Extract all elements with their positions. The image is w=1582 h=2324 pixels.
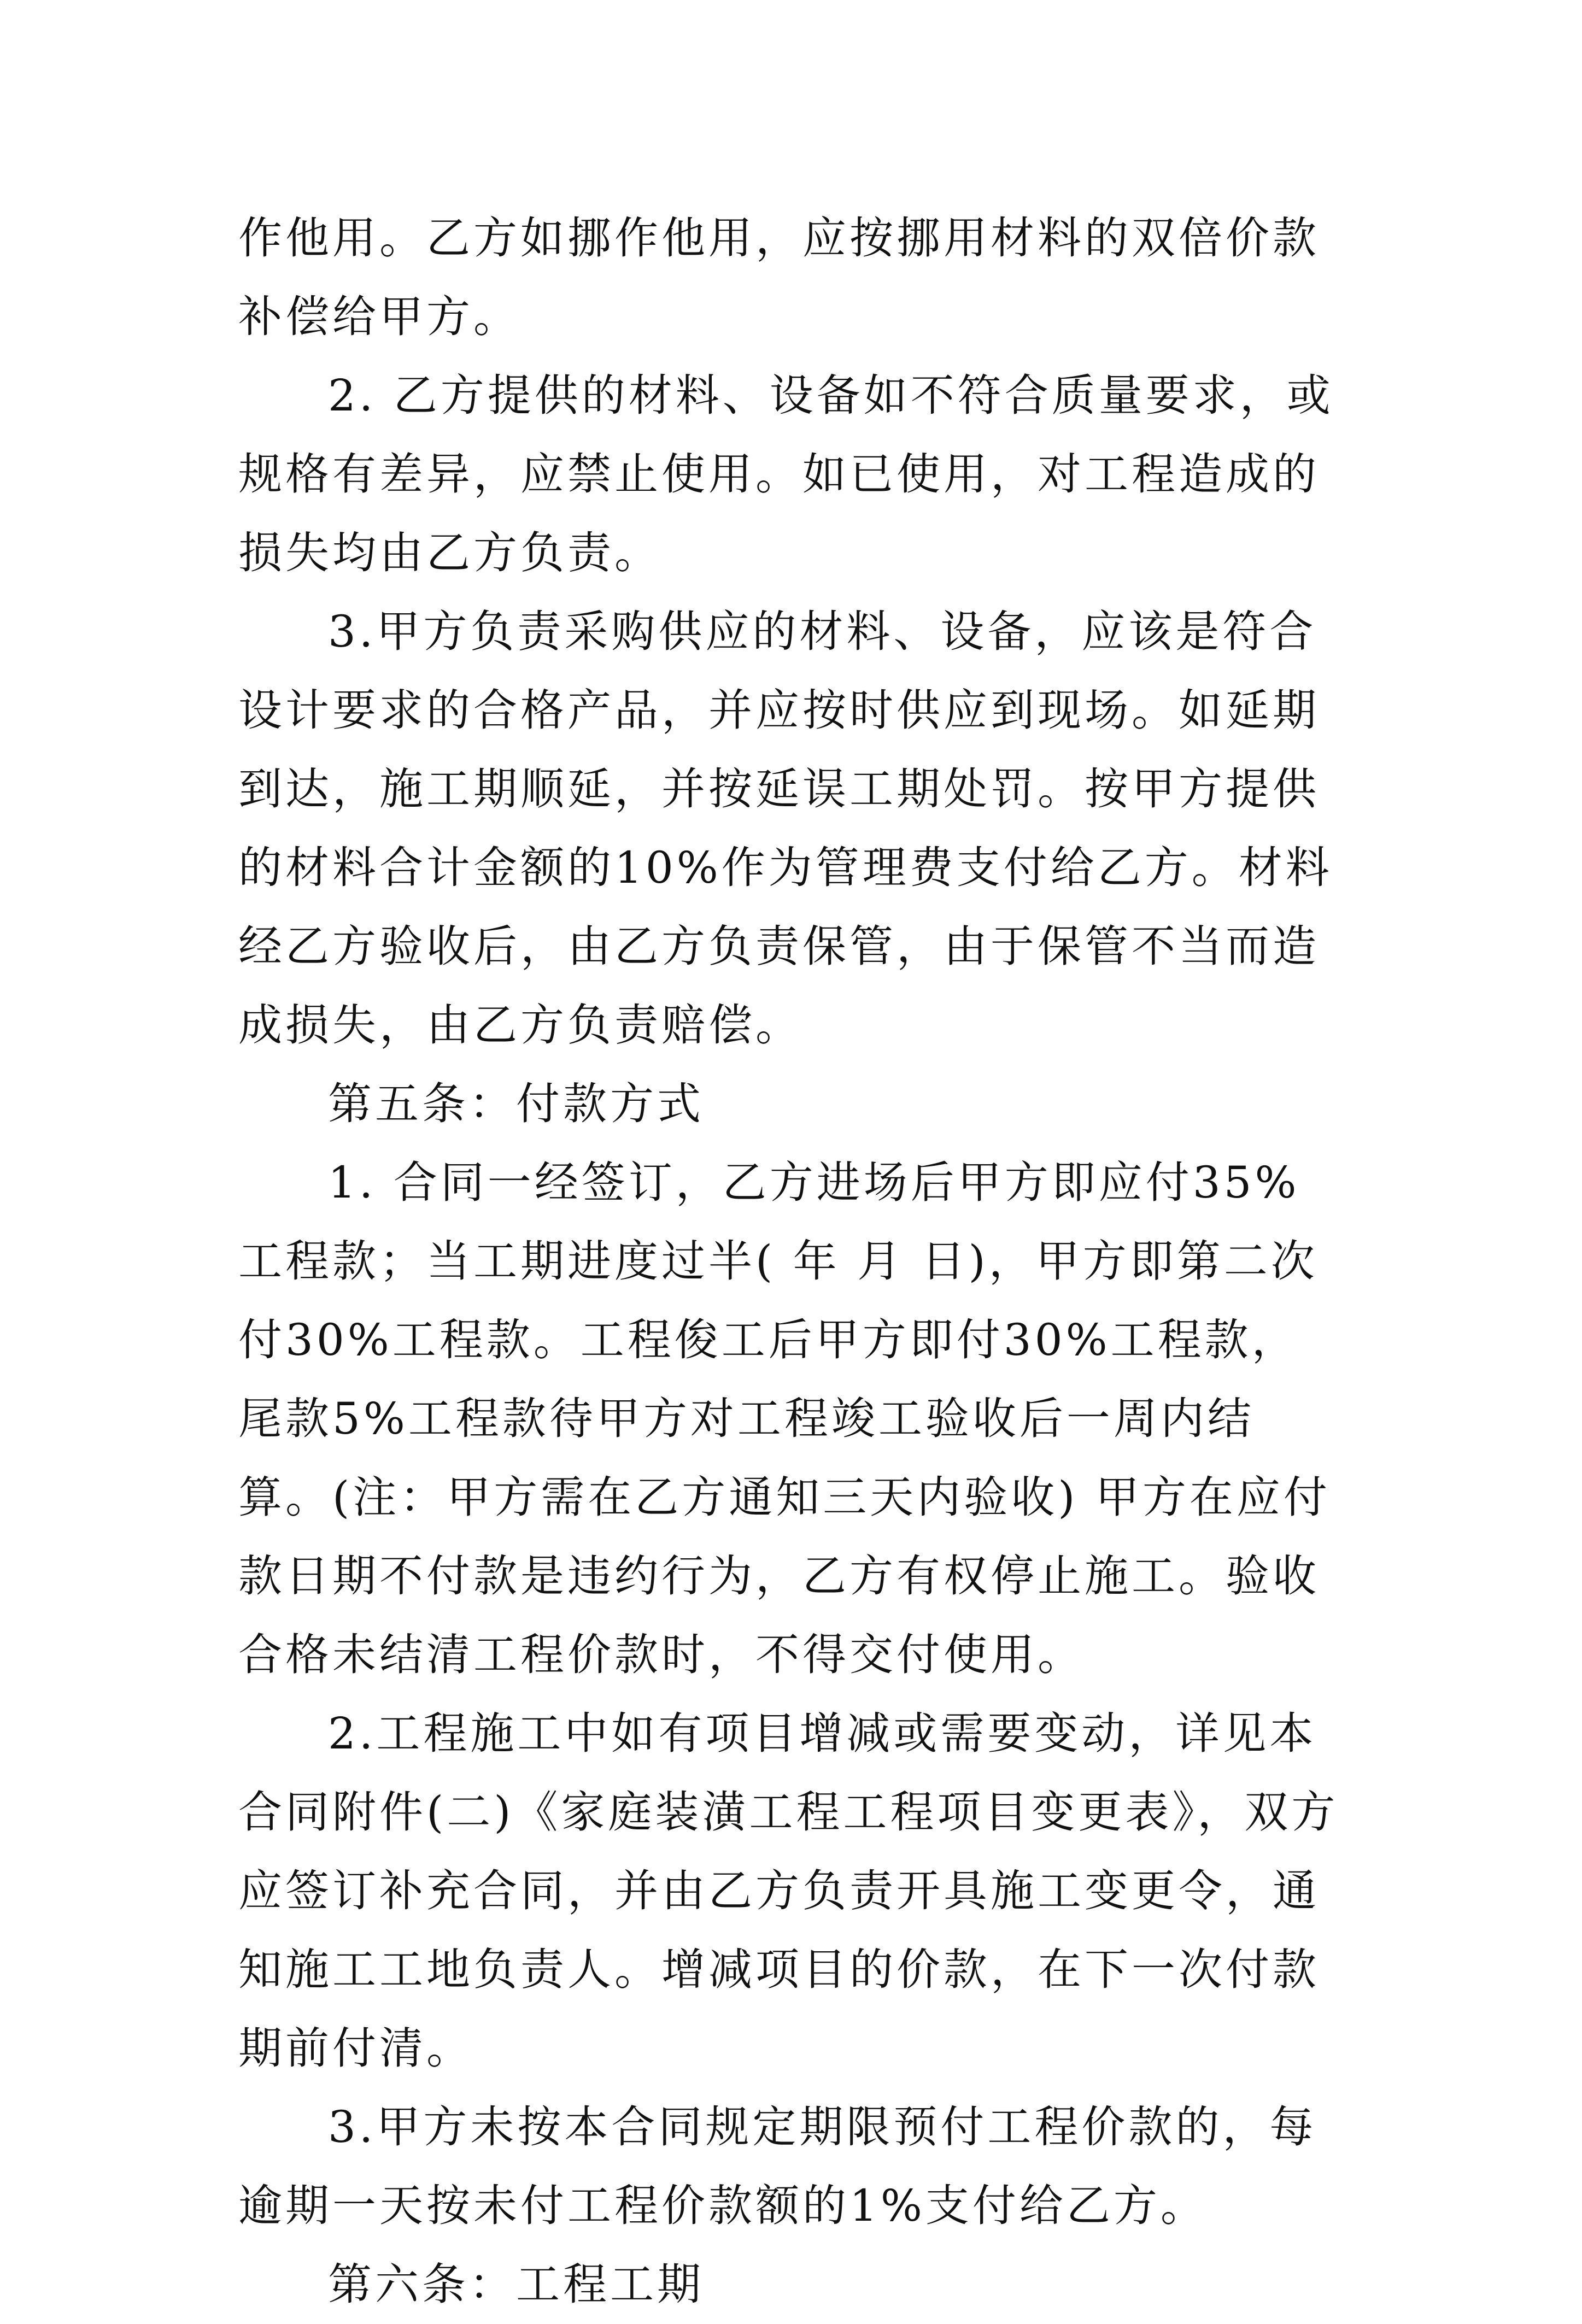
- document-body: [238, 199, 1343, 2310]
- paragraph-payment-3: 3.甲方未按本合同规定期限预付工程价款的，每逾期一天按未付工程价款额的1%支付给乙方。: [238, 2102, 1317, 2231]
- paragraph-payment-2: 2.工程施工中如有项目增减或需要变动，详见本合同附件(二)《家庭装潢工程工程项目变更表》，双方应签订补充合同，并由乙方负责开具施工变更令，通知施工工地负责人。增减项目的价款，在下一次付款期前付清。: [238, 1708, 1339, 2074]
- section-heading-article-6: 第六条：工程工期: [328, 2259, 704, 2310]
- paragraph-continued-materials: 作他用。乙方如挪作他用，应按挪用材料的双倍价款补偿给甲方。: [238, 213, 1320, 342]
- paragraph-clause-3-procurement: 3.甲方负责采购供应的材料、设备，应该是符合设计要求的合格产品，并应按时供应到现场。如延期到达，施工期顺延，并按延误工期处罚。按甲方提供的材料合计金额的10%作为管理费支付给乙方。材料经乙方验收后，由乙方负责保管，由于保管不当而造成损失，由乙方负责赔偿。: [238, 606, 1333, 1051]
- paragraph-payment-1: 1. 合同一经签订，乙方进场后甲方即应付35%工程款；当工期进度过半( 年 月 日)，甲方即第二次付30%工程款。工程俊工后甲方即付30%工程款，尾款5%工程款待甲方对工程竣工验收后一周内结算。(注：甲方需在乙方通知三天内验收) 甲方在应付款日期不付款是违约行为，乙方有权停止施工。验收合格未结清工程价款时，不得交付使用。: [238, 1157, 1331, 1680]
- section-heading-article-5: 第五条：付款方式: [328, 1078, 704, 1129]
- paragraph-clause-2-quality: 2. 乙方提供的材料、设备如不符合质量要求，或规格有差异，应禁止使用。如已使用，对工程造成的损失均由乙方负责。: [238, 370, 1334, 578]
